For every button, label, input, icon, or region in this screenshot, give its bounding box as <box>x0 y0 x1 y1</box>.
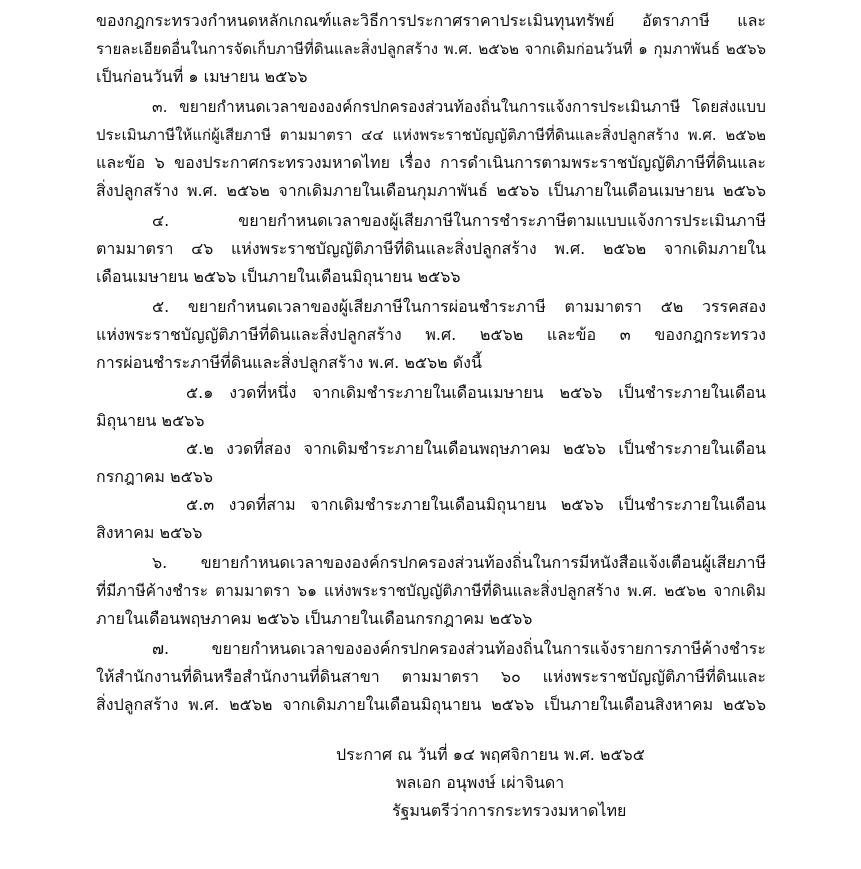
text-line: รายละเอียดอื่นในการจัดเก็บภาษีที่ดินและสิ่งปลูกสร้าง พ.ศ. ๒๕๖๒ จากเดิมก่อนวันที่ ๑ กุมภาพันธ์ ๒๕๖๖ <box>96 40 766 58</box>
subitem-5-3-line: ๕.๓ งวดที่สาม จากเดิมชำระภายในเดือนมิถุนายน ๒๕๖๖ เป็นชำระภายในเดือน <box>186 495 766 514</box>
paragraph-4-line: ตามมาตรา ๔๖ แห่งพระราชบัญญัติภาษีที่ดินและสิ่งปลูกสร้าง พ.ศ. ๒๕๖๒ จากเดิมภายใน <box>96 239 766 258</box>
paragraph-6-line: ที่มีภาษีค้างชำระ ตามมาตรา ๖๑ แห่งพระราชบัญญัติภาษีที่ดินและสิ่งปลูกสร้าง พ.ศ. ๒๕๖๒ จากเดิม <box>96 582 766 600</box>
subitem-5-1-line: ๕.๑ งวดที่หนึ่ง จากเดิมชำระภายในเดือนเมษายน ๒๕๖๖ เป็นชำระภายในเดือน <box>186 383 766 402</box>
paragraph-4-line: ๔. ขยายกำหนดเวลาของผู้เสียภาษีในการชำระภาษีตามแบบแจ้งการประเมินภาษี <box>152 211 766 230</box>
paragraph-6-line: ภายในเดือนพฤษภาคม ๒๕๖๖ เป็นภายในเดือนกรกฎาคม ๒๕๖๖ <box>96 609 533 628</box>
paragraph-7-line: ๗. ขยายกำหนดเวลาขององค์กรปกครองส่วนท้องถิ่นในการแจ้งรายการภาษีค้างชำระ <box>152 639 766 658</box>
paragraph-3-line: ประเมินภาษีให้แก่ผู้เสียภาษี ตามมาตรา ๔๔ แห่งพระราชบัญญัติภาษีที่ดินและสิ่งปลูกสร้าง พ.ศ. ๒๕๖๒ <box>96 126 766 144</box>
text-line: เป็นก่อนวันที่ ๑ เมษายน ๒๕๖๖ <box>96 67 308 86</box>
paragraph-6-line: ๖. ขยายกำหนดเวลาขององค์กรปกครองส่วนท้องถิ่นในการมีหนังสือแจ้งเตือนผู้เสียภาษี <box>152 553 766 572</box>
subitem-5-1-line: มิถุนายน ๒๕๖๖ <box>96 411 205 430</box>
signatory-name: พลเอก อนุพงษ์ เผ่าจินดา <box>396 773 565 792</box>
paragraph-3-line: ๓. ขยายกำหนดเวลาขององค์กรปกครองส่วนท้องถิ่นในการแจ้งการประเมินภาษี โดยส่งแบบ <box>152 98 766 116</box>
paragraph-7-line: สิ่งปลูกสร้าง พ.ศ. ๒๕๖๒ จากเดิมภายในเดือนมิถุนายน ๒๕๖๖ เป็นภายในเดือนสิงหาคม ๒๕๖๖ <box>96 695 766 714</box>
subitem-5-2-line: ๕.๒ งวดที่สอง จากเดิมชำระภายในเดือนพฤษภาคม ๒๕๖๖ เป็นชำระภายในเดือน <box>186 439 766 458</box>
paragraph-7-line: ให้สำนักงานที่ดินหรือสำนักงานที่ดินสาขา ตามมาตรา ๖๐ แห่งพระราชบัญญัติภาษีที่ดินและ <box>96 667 766 686</box>
paragraph-4-line: เดือนเมษายน ๒๕๖๖ เป็นภายในเดือนมิถุนายน ๒๕๖๖ <box>96 267 461 286</box>
paragraph-5-line: ๕. ขยายกำหนดเวลาของผู้เสียภาษีในการผ่อนชำระภาษี ตามมาตรา ๕๒ วรรคสอง <box>152 297 766 316</box>
paragraph-3-line: สิ่งปลูกสร้าง พ.ศ. ๒๕๖๒ จากเดิมภายในเดือนกุมภาพันธ์ ๒๕๖๖ เป็นภายในเดือนเมษายน ๒๕๖๖ <box>96 181 766 200</box>
subitem-5-3-line: สิงหาคม ๒๕๖๖ <box>96 523 203 542</box>
text-line: ของกฎกระทรวงกำหนดหลักเกณฑ์และวิธีการประกาศราคาประเมินทุนทรัพย์ อัตราภาษี และ <box>96 11 766 30</box>
signatory-position: รัฐมนตรีว่าการกระทรวงมหาดไทย <box>392 801 627 820</box>
subitem-5-2-line: กรกฎาคม ๒๕๖๖ <box>96 467 213 486</box>
announcement-date: ประกาศ ณ วันที่ ๑๔ พฤศจิกายน พ.ศ. ๒๕๖๕ <box>336 745 645 764</box>
paragraph-5-line: แห่งพระราชบัญญัติภาษีที่ดินและสิ่งปลูกสร้าง พ.ศ. ๒๕๖๒ และข้อ ๓ ของกฎกระทรวง <box>96 325 766 344</box>
paragraph-5-line: การผ่อนชำระภาษีที่ดินและสิ่งปลูกสร้าง พ.ศ. ๒๕๖๒ ดังนี้ <box>96 353 482 372</box>
paragraph-3-line: และข้อ ๖ ของประกาศกระทรวงมหาดไทย เรื่อง การดำเนินการตามพระราชบัญญัติภาษีที่ดินและ <box>96 153 766 172</box>
